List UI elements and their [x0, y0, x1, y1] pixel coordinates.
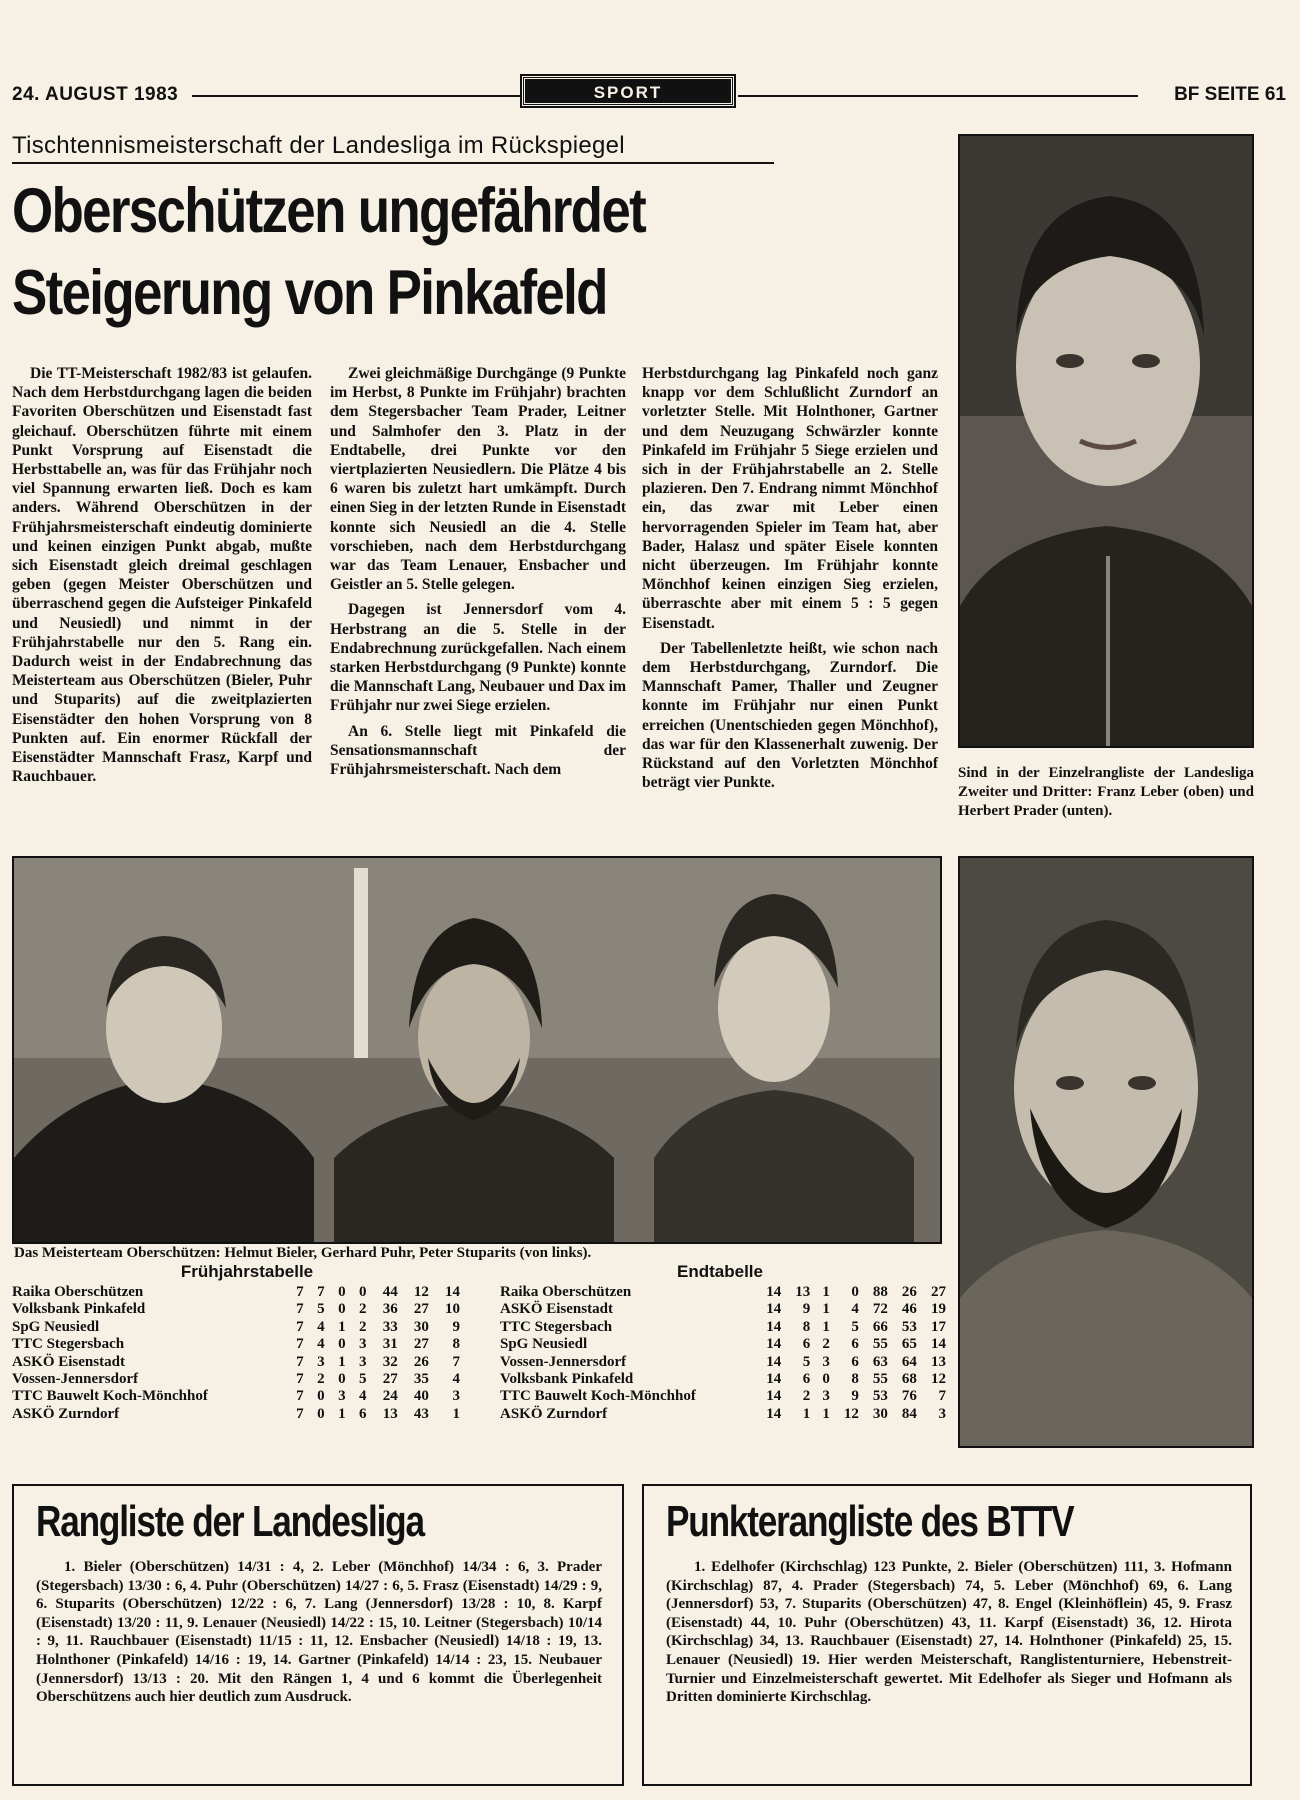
stat-cell: 14	[766, 1301, 782, 1318]
stat-cell: 6	[851, 1336, 859, 1353]
stat-cell: 2	[359, 1301, 367, 1318]
team-name-cell: TTC Bauwelt Koch-Mönchhof	[12, 1388, 208, 1405]
stat-cell: 4	[851, 1301, 859, 1318]
stat-cell: 66	[872, 1318, 888, 1335]
table-row	[12, 1354, 460, 1371]
stat-cell: 12	[931, 1371, 946, 1388]
team-name-cell: Raika Oberschützen	[12, 1284, 144, 1300]
team-name-cell: ASKÖ Eisenstadt	[500, 1301, 613, 1318]
header-rule-left	[192, 95, 520, 97]
stat-cell: 27	[413, 1336, 429, 1353]
stat-cell: 7	[296, 1405, 304, 1422]
stat-cell: 53	[901, 1318, 917, 1335]
rangliste-title: Rangliste der Landesliga	[36, 1497, 424, 1546]
stat-cell: 14	[766, 1388, 782, 1405]
table-row	[500, 1371, 946, 1388]
stat-cell: 6	[851, 1353, 859, 1370]
stat-cell: 55	[872, 1336, 888, 1353]
rangliste-text: 1. Bieler (Oberschützen) 14/31 : 4, 2. Leber (Mönchhof) 14/34 : 6, 3. Prader (Stegersbach) 13/30 : 6, 4. Puhr (Oberschützen) 14/27 : 6, 5. Frasz (Eisenstadt) 14/29 : 9, 6. Stuparits (Oberschützen) 12/22 : 6, 7. Lang (Jennersdorf) 13/28 : 10, 8. Karpf (Eisenstadt) 13/20 : 11, 9. Lenauer (Neusiedl) 14/22 : 15, 10. Leitner (Stegersbach) 10/14 : 9, 11. Rauchbauer (Eisenstadt) 11/15 : 11, 12. Ensbacher (Neusiedl) 14/18 : 19, 13. Holnthoner (Pinkafeld) 14/16 : 19, 14. Gartner (Pinkafeld) 14/14 : 23, 15. Neubauer (Jennersdorf) 13/13 : 20. Mit den Rängen 1, 4 und 6 kommt die Überlegenheit Oberschützens auch hier deutlich zum Ausdruck.	[36, 1559, 602, 1706]
stat-cell: 0	[338, 1336, 346, 1353]
team-name-cell: TTC Stegersbach	[500, 1318, 613, 1335]
stat-cell: 9	[851, 1388, 859, 1405]
header-rule-right	[738, 95, 1138, 97]
table-row	[500, 1406, 946, 1423]
stat-cell: 6	[802, 1336, 811, 1353]
table-row	[12, 1301, 460, 1318]
stat-cell: 27	[382, 1371, 398, 1388]
stat-cell: 3	[317, 1353, 325, 1370]
team-name-cell: ASKÖ Zurndorf	[500, 1405, 608, 1422]
table-row	[500, 1388, 946, 1405]
stat-cell: 6	[359, 1405, 367, 1422]
stat-cell: 3	[938, 1405, 946, 1422]
stat-cell: 2	[822, 1336, 830, 1353]
team-name-cell: Vossen-Jennersdorf	[500, 1353, 627, 1370]
stat-cell: 9	[802, 1301, 811, 1318]
stat-cell: 26	[413, 1353, 429, 1370]
team-name-cell: Raika Oberschützen	[500, 1284, 632, 1300]
table-row	[500, 1284, 946, 1301]
team-name-cell: TTC Bauwelt Koch-Mönchhof	[500, 1388, 696, 1405]
stat-cell: 14	[766, 1405, 782, 1422]
stat-cell: 63	[872, 1353, 888, 1370]
stat-cell: 26	[901, 1284, 917, 1300]
stat-cell: 27	[931, 1284, 946, 1300]
stat-cell: 0	[338, 1301, 346, 1318]
stat-cell: 3	[338, 1388, 346, 1405]
stat-cell: 30	[872, 1405, 888, 1422]
spring-table	[12, 1284, 460, 1423]
kicker: Tischtennismeisterschaft der Landesliga im Rückspiegel	[12, 132, 625, 159]
team-name-cell: Volksbank Pinkafeld	[500, 1371, 634, 1388]
table-row	[12, 1336, 460, 1353]
stat-cell: 1	[822, 1405, 830, 1422]
stat-cell: 3	[359, 1353, 367, 1370]
punkterangliste-text: 1. Edelhofer (Kirchschlag) 123 Punkte, 2. Bieler (Oberschützen) 111, 3. Hofmann (Kirchschlag) 87, 4. Prader (Stegersbach) 74, 5. Leber (Mönchhof) 69, 6. Lang (Jennersdorf) 53, 7. Stuparits (Oberschützen) 47, 8. Engel (Kleinhöflein) 45, 9. Frasz (Eisenstadt) 44, 10. Puhr (Oberschützen) 43, 11. Karpf (Eisenstadt) 36, 12. Hirota (Kirchschlag) 34, 13. Rauchbauer (Eisenstadt) 27, 14. Holnthoner (Pinkafeld) 25, 15. Lenauer (Neusiedl) 19. Hier werden Meisterschaft, Ranglistenturniere, Hebenstreit-Turnier und Einzelmeisterschaft gewertet. Mit Edelhofer als Sieger und Hofmann als Dritten dominierte Kirchschlag.	[666, 1559, 1232, 1706]
stat-cell: 12	[413, 1284, 429, 1300]
stat-cell: 5	[317, 1301, 325, 1318]
stat-cell: 14	[766, 1336, 782, 1353]
spring-table-title: Frühjahrstabelle	[180, 1262, 314, 1281]
stat-cell: 35	[413, 1371, 429, 1388]
stat-cell: 44	[382, 1284, 398, 1300]
stat-cell: 72	[872, 1301, 888, 1318]
table-row	[12, 1371, 460, 1388]
article-column-1	[12, 364, 312, 792]
portraits-caption: Sind in der Einzelrangliste der Landesliga Zweiter und Dritter: Franz Leber (oben) und Herbert Prader (unten).	[958, 765, 1254, 819]
punkterangliste-box	[642, 1484, 1252, 1786]
stat-cell: 68	[901, 1371, 917, 1388]
stat-cell: 5	[851, 1318, 859, 1335]
team-photo	[12, 856, 942, 1244]
stat-cell: 7	[296, 1353, 304, 1370]
portrait-photo-prader	[958, 856, 1254, 1448]
stat-cell: 7	[296, 1318, 304, 1335]
stat-cell: 12	[843, 1405, 859, 1422]
stat-cell: 4	[359, 1388, 367, 1405]
issue-date: 24. AUGUST 1983	[12, 84, 179, 105]
paragraph: Zwei gleichmäßige Durchgänge (9 Punkte im Herbst, 8 Punkte im Frühjahr) brachten dem Stegersbacher Team Prader, Leitner und Salmhofer den 3. Platz in der Endtabelle, drei Punkte vor den viertplazierten Neusiedlern. Die Plätze 4 bis 6 waren bis zuletzt hart umkämpft. Durch einen Sieg in der letzten Runde in Eisenstadt konnte sich Neusiedl an die 4. Stelle vorschieben, nach dem Herbstdurchgang war das Team Lenauer, Ensbacher und Geistler an 5. Stelle gelegen.	[330, 365, 626, 594]
stat-cell: 0	[359, 1284, 367, 1300]
stat-cell: 14	[766, 1318, 782, 1335]
stat-cell: 3	[822, 1353, 830, 1370]
paragraph: Dagegen ist Jennersdorf vom 4. Herbstrang an die 5. Stelle in der Endabrechnung zurückgefallen. Nach einem starken Herbstdurchgang (9 Punkte) konnte die Mannschaft Lang, Neubauer und Dax im Frühjahr nur zwei Siege erzielen.	[330, 601, 626, 715]
paragraph: Herbstdurchgang lag Pinkafeld noch ganz knapp vor dem Schlußlicht Zurndorf an vorletzter Stelle. Mit Holnthoner, Gartner und dem Neuzugang Schwärzler konnte Pinkafeld im Frühjahr 5 Siege erzielen und sich in der Frühjahrstabelle an 2. Stelle plazieren. Den 7. Endrang nimmt Mönchhof ein, das zwar mit Leber einen hervorragenden Spieler im Team hat, aber Bader, Halasz und später Eisele konnten nicht überzeugen. Im Frühjahr konnte Mönchhof keinen einzigen Sieg erzielen, überraschte aber mit einem 5 : 5 gegen Eisenstadt.	[642, 365, 938, 632]
headline-line-1: Oberschützen ungefährdet	[12, 176, 646, 246]
team-name-cell: ASKÖ Zurndorf	[12, 1405, 120, 1422]
stat-cell: 1	[822, 1301, 830, 1318]
stat-cell: 1	[822, 1318, 830, 1335]
table-row	[500, 1301, 946, 1318]
team-name-cell: TTC Stegersbach	[12, 1336, 125, 1353]
rangliste-box	[12, 1484, 624, 1786]
stat-cell: 14	[766, 1353, 782, 1370]
team-caption: Das Meisterteam Oberschützen: Helmut Bieler, Gerhard Puhr, Peter Stuparits (von links).	[14, 1245, 592, 1261]
stat-cell: 1	[338, 1318, 346, 1335]
stat-cell: 7	[296, 1301, 304, 1318]
table-row	[12, 1388, 460, 1405]
section-label: SPORT	[522, 76, 734, 106]
table-row	[500, 1319, 946, 1336]
stat-cell: 2	[802, 1388, 811, 1405]
paragraph: An 6. Stelle liegt mit Pinkafeld die Sensationsmannschaft der Frühjahrsmeisterschaft. Nach dem	[330, 722, 626, 779]
table-row	[12, 1284, 460, 1301]
final-table-title: Endtabelle	[677, 1262, 763, 1281]
kicker-rule	[12, 162, 774, 164]
stat-cell: 31	[382, 1336, 398, 1353]
stat-cell: 33	[382, 1318, 398, 1335]
stat-cell: 1	[822, 1284, 830, 1300]
portrait-photo-leber	[958, 134, 1254, 748]
stat-cell: 46	[901, 1301, 917, 1318]
stat-cell: 7	[296, 1388, 304, 1405]
stat-cell: 13	[382, 1405, 398, 1422]
paragraph: Der Tabellenletzte heißt, wie schon nach dem Herbstdurchgang, Zurndorf. Die Mannschaft Pamer, Thaller und Zeugner konnte im Frühjahr nur einen Punkt erreichen (Unentschieden gegen Mönchhof), das war für den Klassenerhalt zuwenig. Der Rückstand auf den Vorletzten Mönchhof beträgt vier Punkte.	[642, 639, 938, 792]
stat-cell: 7	[938, 1388, 946, 1405]
stat-cell: 7	[317, 1284, 325, 1300]
table-row	[500, 1336, 946, 1353]
headline-line-2: Steigerung von Pinkafeld	[12, 258, 607, 328]
team-name-cell: Volksbank Pinkafeld	[12, 1301, 146, 1318]
stat-cell: 24	[382, 1388, 398, 1405]
team-name-cell: SpG Neusiedl	[12, 1318, 100, 1335]
stat-cell: 2	[359, 1318, 367, 1335]
stat-cell: 4	[317, 1336, 325, 1353]
stat-cell: 43	[413, 1405, 429, 1422]
table-row	[500, 1354, 946, 1371]
stat-cell: 32	[382, 1353, 398, 1370]
stat-cell: 9	[452, 1318, 460, 1335]
stat-cell: 14	[766, 1371, 782, 1388]
stat-cell: 0	[338, 1371, 346, 1388]
stat-cell: 17	[931, 1318, 946, 1335]
stat-cell: 1	[452, 1405, 460, 1422]
stat-cell: 27	[413, 1301, 429, 1318]
stat-cell: 14	[931, 1336, 946, 1353]
stat-cell: 88	[872, 1284, 888, 1300]
stat-cell: 84	[901, 1405, 917, 1422]
stat-cell: 4	[452, 1371, 460, 1388]
stat-cell: 1	[338, 1353, 346, 1370]
stat-cell: 0	[317, 1405, 325, 1422]
stat-cell: 0	[822, 1371, 830, 1388]
team-name-cell: ASKÖ Eisenstadt	[12, 1353, 125, 1370]
stat-cell: 76	[901, 1388, 917, 1405]
stat-cell: 53	[872, 1388, 888, 1405]
punkterangliste-title: Punkterangliste des BTTV	[666, 1497, 1074, 1546]
stat-cell: 14	[445, 1284, 460, 1300]
stat-cell: 7	[296, 1336, 304, 1353]
stat-cell: 19	[931, 1301, 946, 1318]
stat-cell: 14	[766, 1284, 782, 1300]
table-row	[12, 1406, 460, 1423]
article-column-2	[330, 364, 626, 785]
stat-cell: 40	[413, 1388, 429, 1405]
article-column-3	[642, 364, 938, 798]
stat-cell: 5	[359, 1371, 367, 1388]
paragraph: Die TT-Meisterschaft 1982/83 ist gelaufen. Nach dem Herbstdurchgang lagen die beiden Favoriten Oberschützen und Eisenstadt fast gleichauf. Oberschützen führte mit einem Punkt Vorsprung auf Eisenstadt die Herbsttabelle an, was für das Frühjahr noch viel Spannung erwarten ließ. Doch es kam anders. Während Oberschützen in der Frühjahrsmeisterschaft eindeutig dominierte und keinen einzigen Punkt abgab, mußte sich Eisenstadt gleich dreimal geschlagen geben (gegen Meister Oberschützen und überraschend gegen die Aufsteiger Pinkafeld und Neusiedl) und nimmt in der Frühjahrstabelle nur den 5. Rang ein. Dadurch weist in der Endabrechnung das Meisterteam aus Oberschützen (Bieler, Puhr und Stuparits) auf die zweitplazierten Eisenstädter den hohen Vorsprung von 8 Punkten auf. Ein enormer Rückfall der Eisenstädter Mannschaft Frasz, Karpf und Rauchbauer.	[12, 365, 312, 786]
stat-cell: 8	[802, 1318, 811, 1335]
stat-cell: 8	[851, 1371, 859, 1388]
team-name-cell: SpG Neusiedl	[500, 1336, 588, 1353]
stat-cell: 2	[317, 1371, 325, 1388]
stat-cell: 0	[338, 1284, 346, 1300]
stat-cell: 10	[445, 1301, 460, 1318]
table-row	[12, 1319, 460, 1336]
stat-cell: 65	[901, 1336, 917, 1353]
stat-cell: 3	[822, 1388, 830, 1405]
stat-cell: 6	[802, 1371, 811, 1388]
stat-cell: 0	[317, 1388, 325, 1405]
stat-cell: 7	[296, 1371, 304, 1388]
team-name-cell: Vossen-Jennersdorf	[12, 1371, 139, 1388]
stat-cell: 3	[452, 1388, 460, 1405]
stat-cell: 1	[802, 1405, 811, 1422]
stat-cell: 5	[802, 1353, 811, 1370]
stat-cell: 64	[901, 1353, 917, 1370]
stat-cell: 4	[317, 1318, 325, 1335]
page-number: BF SEITE 61	[1174, 84, 1286, 105]
stat-cell: 7	[452, 1353, 460, 1370]
stat-cell: 0	[851, 1284, 859, 1300]
final-table	[500, 1284, 946, 1423]
stat-cell: 55	[872, 1371, 888, 1388]
stat-cell: 13	[931, 1353, 946, 1370]
stat-cell: 36	[382, 1301, 398, 1318]
stat-cell: 1	[338, 1405, 346, 1422]
stat-cell: 8	[452, 1336, 460, 1353]
stat-cell: 30	[413, 1318, 429, 1335]
stat-cell: 3	[359, 1336, 367, 1353]
stat-cell: 7	[296, 1284, 304, 1300]
stat-cell: 13	[795, 1284, 811, 1300]
